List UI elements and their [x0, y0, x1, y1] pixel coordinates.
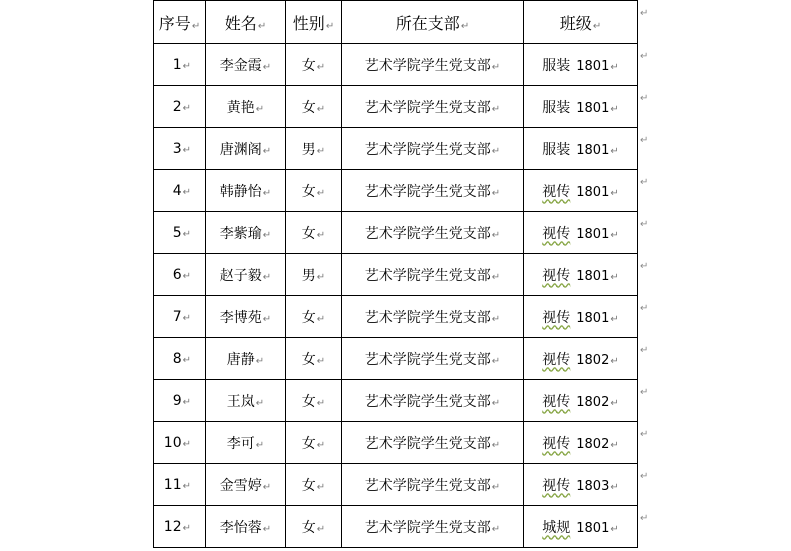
cell-index: 4↵	[154, 170, 206, 212]
cell-index: 1↵	[154, 44, 206, 86]
table-row	[154, 422, 638, 464]
cell-name: 李怡蓉↵	[206, 506, 286, 548]
cell-name: 王岚↵	[206, 380, 286, 422]
table-row	[154, 464, 638, 506]
cell-branch: 艺术学院学生党支部↵	[342, 380, 524, 422]
cell-branch: 艺术学院学生党支部↵	[342, 128, 524, 170]
cell-gender: 女↵	[286, 170, 342, 212]
cell-class: 视传 1802↵	[524, 422, 638, 464]
cell-name: 李可↵	[206, 422, 286, 464]
cell-index: 2↵	[154, 86, 206, 128]
cell-gender: 男↵	[286, 254, 342, 296]
cell-class: 服装 1801↵	[524, 44, 638, 86]
cell-branch: 艺术学院学生党支部↵	[342, 338, 524, 380]
cell-gender: 女↵	[286, 380, 342, 422]
row-end-mark: ↵	[640, 387, 649, 398]
cell-class: 服装 1801↵	[524, 86, 638, 128]
row-end-mark: ↵	[640, 345, 649, 356]
table-row	[154, 338, 638, 380]
row-end-mark: ↵	[640, 303, 649, 314]
cell-branch: 艺术学院学生党支部↵	[342, 296, 524, 338]
cell-index: 5↵	[154, 212, 206, 254]
table-row	[154, 380, 638, 422]
cell-name: 李金霞↵	[206, 44, 286, 86]
cell-name: 李紫瑜↵	[206, 212, 286, 254]
cell-branch: 艺术学院学生党支部↵	[342, 44, 524, 86]
cell-gender: 男↵	[286, 128, 342, 170]
cell-name: 唐静↵	[206, 338, 286, 380]
header-branch: 所在支部↵	[342, 1, 524, 44]
cell-index: 9↵	[154, 380, 206, 422]
member-table	[153, 0, 638, 548]
cell-branch: 艺术学院学生党支部↵	[342, 422, 524, 464]
cell-name: 李博苑↵	[206, 296, 286, 338]
cell-name: 黄艳↵	[206, 86, 286, 128]
cell-branch: 艺术学院学生党支部↵	[342, 254, 524, 296]
cell-name: 韩静怡↵	[206, 170, 286, 212]
table-row	[154, 212, 638, 254]
cell-gender: 女↵	[286, 506, 342, 548]
cell-class: 视传 1801↵	[524, 212, 638, 254]
cell-branch: 艺术学院学生党支部↵	[342, 506, 524, 548]
cell-gender: 女↵	[286, 422, 342, 464]
cell-class: 视传 1801↵	[524, 296, 638, 338]
cell-name: 唐渊阁↵	[206, 128, 286, 170]
cell-branch: 艺术学院学生党支部↵	[342, 86, 524, 128]
cell-branch: 艺术学院学生党支部↵	[342, 464, 524, 506]
header-name: 姓名↵	[206, 1, 286, 44]
cell-index: 11↵	[154, 464, 206, 506]
cell-gender: 女↵	[286, 86, 342, 128]
cell-gender: 女↵	[286, 296, 342, 338]
header-class: 班级↵	[524, 1, 638, 44]
row-end-mark: ↵	[640, 8, 649, 19]
row-end-mark: ↵	[640, 93, 649, 104]
cell-index: 12↵	[154, 506, 206, 548]
row-end-mark: ↵	[640, 51, 649, 62]
cell-gender: 女↵	[286, 338, 342, 380]
cell-branch: 艺术学院学生党支部↵	[342, 212, 524, 254]
row-end-mark: ↵	[640, 261, 649, 272]
cell-class: 视传 1803↵	[524, 464, 638, 506]
row-end-mark: ↵	[640, 471, 649, 482]
cell-index: 7↵	[154, 296, 206, 338]
cell-branch: 艺术学院学生党支部↵	[342, 170, 524, 212]
cell-index: 3↵	[154, 128, 206, 170]
cell-class: 服装 1801↵	[524, 128, 638, 170]
header-index: 序号↵	[154, 1, 206, 44]
cell-class: 视传 1802↵	[524, 338, 638, 380]
header-gender: 性别↵	[286, 1, 342, 44]
table-row	[154, 506, 638, 548]
row-end-mark: ↵	[640, 219, 649, 230]
cell-index: 10↵	[154, 422, 206, 464]
cell-name: 金雪婷↵	[206, 464, 286, 506]
cell-index: 6↵	[154, 254, 206, 296]
table-row	[154, 170, 638, 212]
cell-class: 视传 1801↵	[524, 170, 638, 212]
row-end-mark: ↵	[640, 135, 649, 146]
cell-class: 视传 1801↵	[524, 254, 638, 296]
table-row	[154, 128, 638, 170]
row-end-mark: ↵	[640, 429, 649, 440]
table-row	[154, 44, 638, 86]
cell-class: 城规 1801↵	[524, 506, 638, 548]
cell-gender: 女↵	[286, 44, 342, 86]
cell-index: 8↵	[154, 338, 206, 380]
table-row	[154, 296, 638, 338]
table-header-row	[154, 1, 638, 44]
table-row	[154, 86, 638, 128]
cell-gender: 女↵	[286, 212, 342, 254]
row-end-mark: ↵	[640, 177, 649, 188]
row-end-mark: ↵	[640, 513, 649, 524]
table-row	[154, 254, 638, 296]
cell-name: 赵子毅↵	[206, 254, 286, 296]
cell-class: 视传 1802↵	[524, 380, 638, 422]
cell-gender: 女↵	[286, 464, 342, 506]
